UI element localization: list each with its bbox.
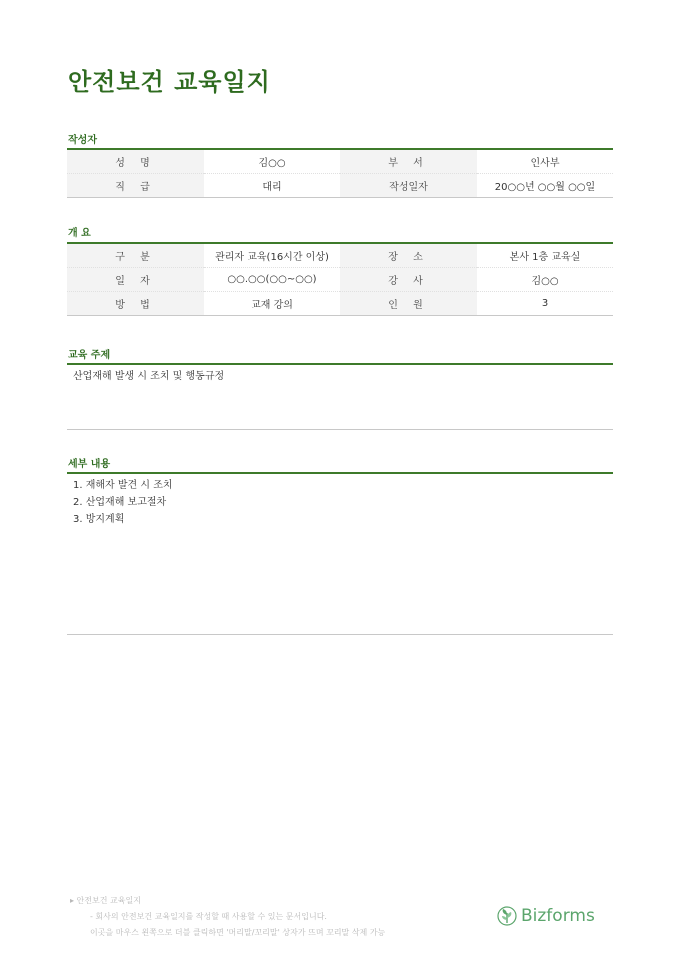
table-value-cell[interactable]: 3	[477, 292, 613, 316]
topic-box[interactable]	[67, 363, 613, 430]
table-row	[67, 243, 613, 268]
document-title: 안전보건 교육일지	[68, 68, 271, 96]
footer-line: 이곳을 마우스 왼쪽으로 더블 클릭하면 '머리말/꼬리말' 상자가 뜨며 꼬리말 삭제 가능	[90, 928, 386, 937]
footer-line: ▸ 안전보건 교육일지	[70, 896, 141, 905]
overview-section-label: 개 요	[68, 228, 91, 239]
table-value-cell[interactable]: 본사 1층 교육실	[477, 243, 613, 268]
table-row	[67, 149, 613, 174]
table-row	[67, 268, 613, 292]
leaf-icon	[497, 906, 517, 926]
list-item: 2. 산업재해 보고절차	[73, 497, 167, 508]
table-row	[67, 174, 613, 198]
table-label-cell: 장 소	[340, 243, 477, 268]
list-item: 1. 재해자 발견 시 조치	[73, 480, 173, 491]
author-table	[67, 148, 613, 198]
detail-section-label: 세부 내용	[68, 459, 111, 470]
table-value-cell[interactable]: 관리자 교육(16시간 이상)	[204, 243, 340, 268]
logo-text: Bizforms	[521, 906, 595, 926]
table-label-cell: 방 법	[67, 292, 204, 316]
table-value-cell[interactable]: 김○○	[477, 268, 613, 292]
table-label-cell: 성 명	[67, 149, 204, 174]
overview-table	[67, 242, 613, 316]
table-label-cell: 부 서	[340, 149, 477, 174]
table-value-cell[interactable]: 김○○	[204, 149, 340, 174]
detail-box[interactable]	[67, 472, 613, 635]
list-item: 3. 방지계획	[73, 514, 125, 525]
table-label-cell: 작성일자	[340, 174, 477, 198]
table-label-cell: 강 사	[340, 268, 477, 292]
table-label-cell: 직 급	[67, 174, 204, 198]
table-label-cell: 인 원	[340, 292, 477, 316]
bizforms-logo	[497, 906, 595, 926]
table-value-cell[interactable]: 인사부	[477, 149, 613, 174]
table-label-cell: 구 분	[67, 243, 204, 268]
table-value-cell[interactable]: ○○.○○(○○~○○)	[204, 268, 340, 292]
topic-text: 산업재해 발생 시 조치 및 행동규정	[73, 371, 225, 382]
footer-note[interactable]	[70, 893, 385, 941]
table-value-cell[interactable]: 대리	[204, 174, 340, 198]
table-row	[67, 292, 613, 316]
footer-line: - 회사의 안전보건 교육일지를 작성할 때 사용할 수 있는 문서입니다.	[90, 912, 327, 921]
table-label-cell: 일 자	[67, 268, 204, 292]
topic-section-label: 교육 주제	[68, 350, 111, 361]
author-section-label: 작성자	[68, 135, 97, 146]
table-value-cell[interactable]: 20○○년 ○○월 ○○일	[477, 174, 613, 198]
table-value-cell[interactable]: 교재 강의	[204, 292, 340, 316]
